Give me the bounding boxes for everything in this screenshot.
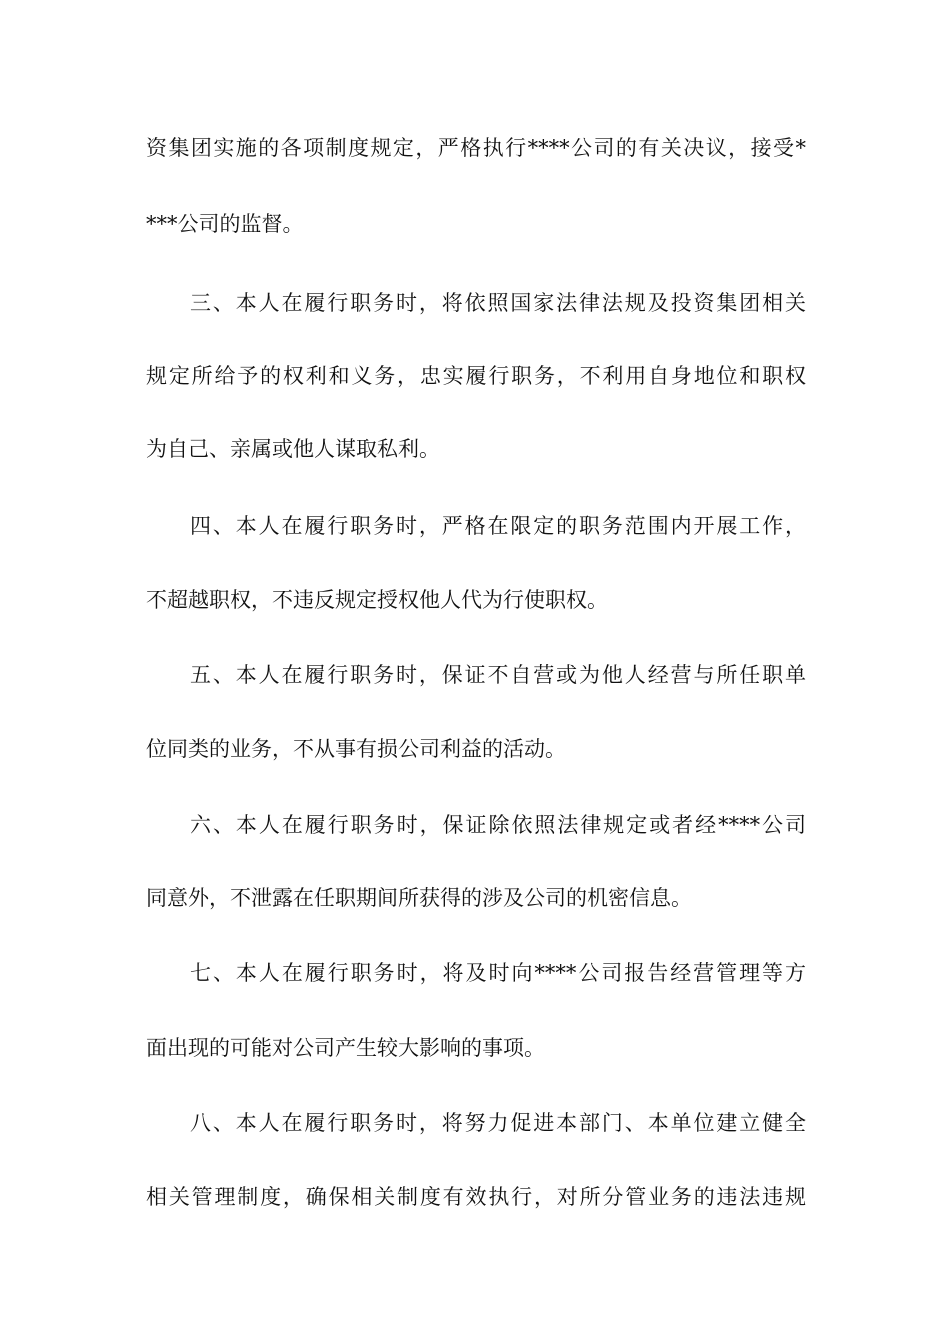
clause-3-line-3: 为自己、亲属或他人谋取私利。 bbox=[146, 437, 440, 461]
clause-5-line-2: 位同类的业务，不从事有损公司利益的活动。 bbox=[146, 737, 566, 761]
clause-3-line-1: 三、本人在履行职务时，将依照国家法律法规及投资集团相关 bbox=[190, 291, 806, 315]
clause-4-line-2: 不超越职权，不违反规定授权他人代为行使职权。 bbox=[146, 588, 608, 612]
clause-3-line-2: 规定所给予的权利和义务，忠实履行职务，不利用自身地位和职权 bbox=[146, 364, 806, 388]
clause-4-line-1: 四、本人在履行职务时，严格在限定的职务范围内开展工作， bbox=[190, 514, 806, 538]
clause-5-line-1: 五、本人在履行职务时，保证不自营或为他人经营与所任职单 bbox=[190, 663, 806, 687]
clause-8-line-2: 相关管理制度，确保相关制度有效执行，对所分管业务的违法违规 bbox=[146, 1185, 806, 1209]
clause-6-line-2: 同意外，不泄露在任职期间所获得的涉及公司的机密信息。 bbox=[146, 886, 692, 910]
clause-7-line-1: 七、本人在履行职务时，将及时向****公司报告经营管理等方 bbox=[190, 961, 806, 985]
clause-6-line-1: 六、本人在履行职务时，保证除依照法律规定或者经****公司 bbox=[190, 813, 806, 837]
text-line-1: 资集团实施的各项制度规定，严格执行****公司的有关决议，接受* bbox=[146, 136, 806, 160]
clause-8-line-1: 八、本人在履行职务时，将努力促进本部门、本单位建立健全 bbox=[190, 1111, 806, 1135]
text-line-2: ***公司的监督。 bbox=[146, 212, 304, 236]
clause-7-line-2: 面出现的可能对公司产生较大影响的事项。 bbox=[146, 1036, 545, 1060]
